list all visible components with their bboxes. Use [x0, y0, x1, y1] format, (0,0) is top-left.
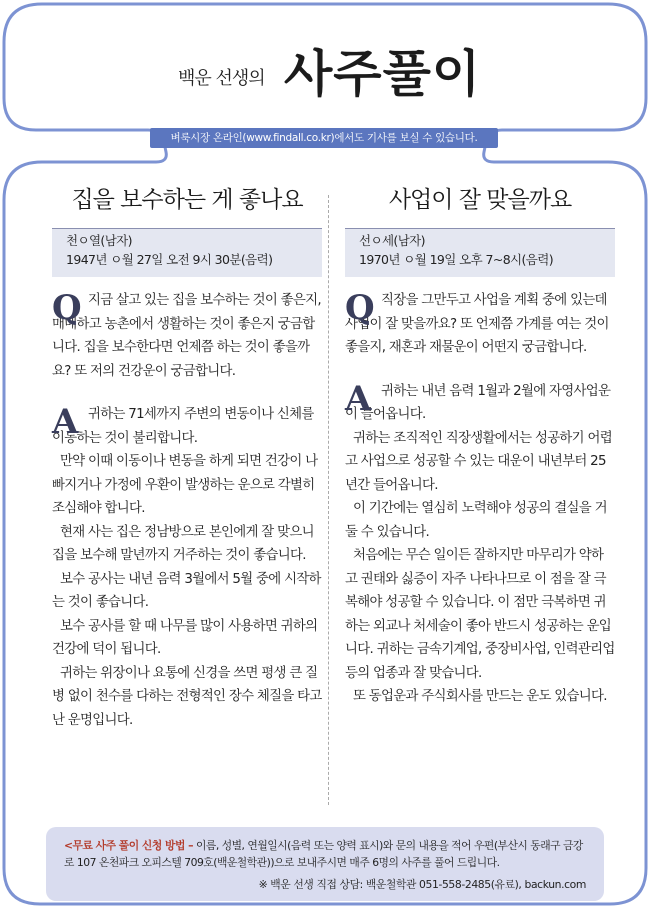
left-answer-para: 보수 공사는 내년 음력 3월에서 5월 중에 시작하는 것이 좋습니다.: [52, 571, 321, 610]
left-answer: [52, 403, 322, 732]
left-answer-para: 보수 공사를 할 때 나무를 많이 사용하면 귀하의 건강에 덕이 됩니다.: [52, 618, 318, 657]
right-answer-para: 처음에는 무슨 일이든 잘하지만 마무리가 약하고 권태와 싫증이 자주 나타나므로 이 점을 잘 극복해야 성공할 수 있습니다. 이 점만 극복하면 귀하는 외교나 처세술이 좋아 반드시 성공하는 운입니다. 귀하는 금속기계업, 중장비사업, 인력관리업 등의 업종과 잘 맞습니다.: [345, 548, 615, 681]
right-answer-para: 또 동업운과 주식회사를 만드는 운도 있습니다.: [353, 689, 607, 704]
answer-mark-a: A: [345, 378, 371, 419]
left-answer-para: 귀하는 71세까지 주변의 변동이나 신체를 이동하는 것이 불리합니다.: [52, 407, 314, 446]
left-person-birth: 1947년 ㅇ월 27일 오전 9시 30분(음력): [66, 252, 273, 267]
right-person-name: 선ㅇ세(남자): [359, 233, 425, 248]
left-person-name: 천ㅇ열(남자): [66, 233, 132, 248]
right-answer-para: 이 기간에는 열심히 노력해야 성공의 결실을 거둘 수 있습니다.: [345, 501, 607, 540]
consultation-note: ※ 백운 선생 직접 상담: 백운철학관 051-558-2485(유료), backun.com: [258, 878, 586, 891]
left-person-info: [52, 228, 322, 277]
application-info-text: [64, 837, 590, 871]
column-divider: [328, 195, 329, 805]
right-question-text: 직장을 그만두고 사업을 계획 중에 있는데 사업이 잘 맞을까요? 또 언제쯤 가계를 여는 것이 좋을지, 재혼과 재물운이 어떤지 궁금합니다.: [345, 293, 609, 355]
left-question-text: 지금 살고 있는 집을 보수하는 것이 좋은지, 매매하고 농촌에서 생활하는 것이 좋은지 궁금합니다. 집을 보수한다면 언제쯤 하는 것이 좋을까요? 또 저의 건강운이 궁금합니다.: [52, 293, 321, 379]
masthead: [0, 8, 650, 108]
left-headline: 집을 보수하는 게 좋나요: [71, 187, 303, 213]
online-banner: 벼룩시장 온라인(www.findall.co.kr)에서도 기사를 보실 수 있습니다.: [150, 128, 498, 148]
masthead-title: 사주풀이: [284, 45, 482, 103]
right-answer-para: 귀하는 조직적인 직장생활에서는 성공하기 어렵고 사업으로 성공할 수 있는 대운이 내년부터 25년간 들어옵니다.: [345, 430, 612, 493]
right-person-birth: 1970년 ㅇ월 19일 오후 7~8시(음력): [359, 252, 554, 267]
application-info-box: [46, 827, 604, 901]
application-info-body: 이름, 성별, 연월일시(음력 또는 양력 표시)와 문의 내용을 적어 우편(부산시 동래구 금강로 107 온천파크 오피스텔 709호(백운철학관))으로 보내주시면 매주 6명의 사주를 풀어 드립니다.: [64, 839, 583, 869]
right-answer-para: 귀하는 내년 음력 1월과 2월에 자영사업운이 들어옵니다.: [345, 383, 611, 422]
right-person-info: [345, 228, 615, 277]
right-headline: 사업이 잘 맞을까요: [388, 187, 572, 213]
masthead-subtitle: 백운 선생의: [178, 68, 265, 89]
right-column: [345, 180, 615, 709]
question-mark-q: Q: [345, 288, 374, 328]
answer-mark-a: A: [52, 402, 78, 442]
left-question: [52, 289, 322, 383]
right-answer: [345, 380, 615, 709]
left-answer-para: 귀하는 위장이나 요통에 신경을 쓰면 평생 큰 질병 없이 천수를 다하는 전형적인 장수 체질을 타고난 운명입니다.: [52, 665, 322, 728]
left-answer-para: 만약 이때 이동이나 변동을 하게 되면 건강이 나빠지거나 가정에 우환이 발생하는 운으로 각별히 조심해야 합니다.: [52, 454, 318, 516]
left-column: [52, 180, 322, 732]
right-question: [345, 289, 615, 360]
question-mark-q: Q: [52, 288, 81, 328]
application-info-heading: <무료 사주 풀이 신청 방법 –: [64, 839, 194, 852]
left-answer-para: 현재 사는 집은 정남방으로 본인에게 잘 맞으니 집을 보수해 말년까지 거주하는 것이 좋습니다.: [52, 524, 314, 563]
